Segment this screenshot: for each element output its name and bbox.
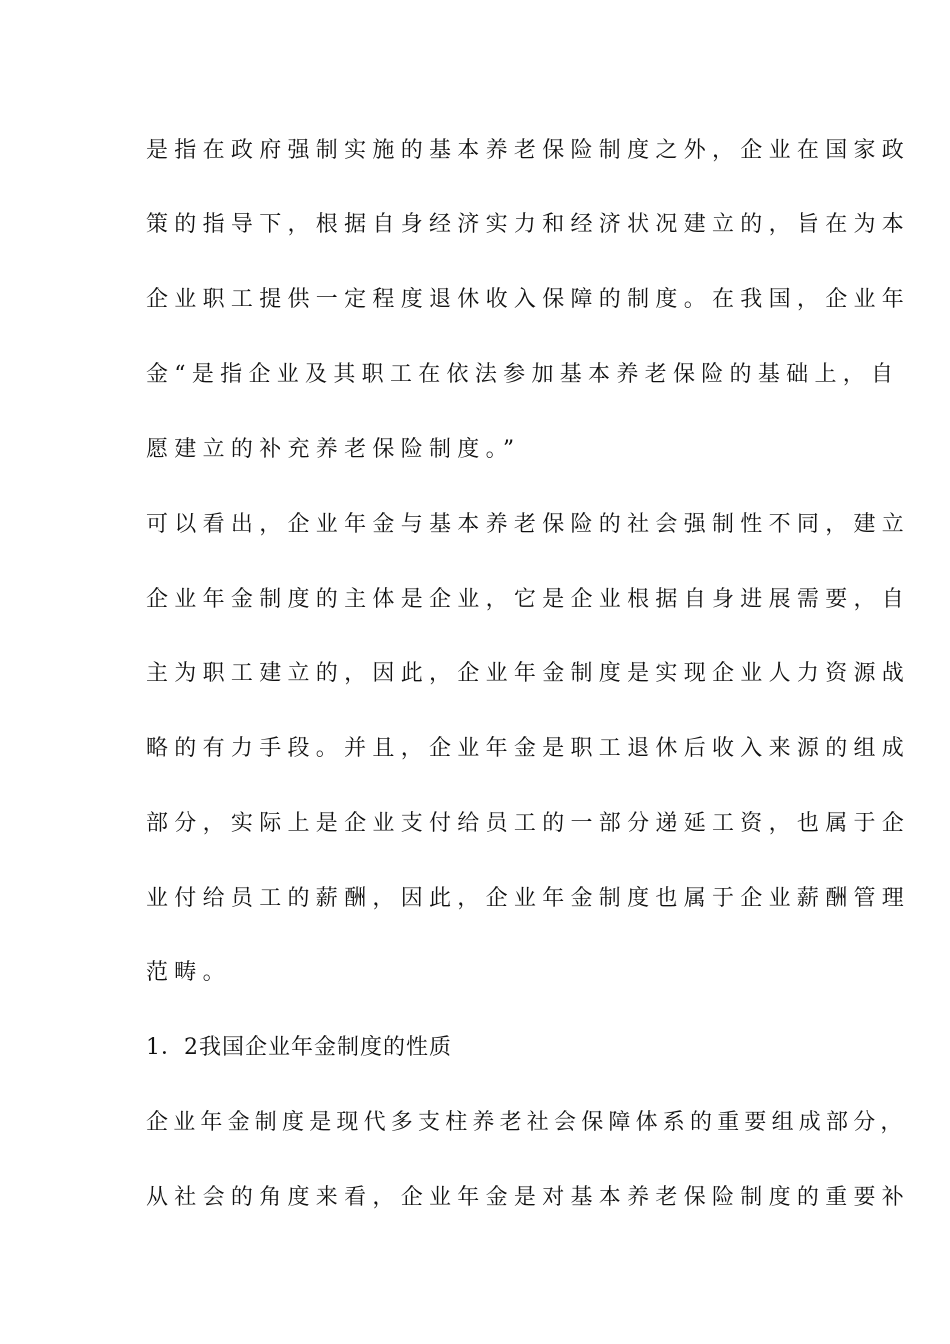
text-line: 策的指导下，根据自身经济实力和经济状况建立的，旨在为本	[146, 212, 911, 237]
text-line: 业付给员工的薪酬，因此，企业年金制度也属于企业薪酬管理	[146, 886, 911, 911]
text-line: 可以看出，企业年金与基本养老保险的社会强制性不同，建立	[146, 512, 911, 537]
text-line: 主为职工建立的，因此，企业年金制度是实现企业人力资源战	[146, 661, 911, 686]
text-line: 企业职工提供一定程度退休收入保障的制度。在我国，企业年	[146, 287, 911, 312]
text-line: 部分，实际上是企业支付给员工的一部分递延工资，也属于企	[146, 811, 911, 836]
text-line: 从社会的角度来看，企业年金是对基本养老保险制度的重要补	[146, 1185, 911, 1210]
text-line: 金“是指企业及其职工在依法参加基本养老保险的基础上，自	[146, 362, 900, 387]
section-heading: 1．2我国企业年金制度的性质	[146, 1035, 452, 1060]
text-line: 略的有力手段。并且，企业年金是职工退休后收入来源的组成	[146, 736, 911, 761]
text-line: 企业年金制度是现代多支柱养老社会保障体系的重要组成部分，	[146, 1110, 908, 1135]
text-line: 范畴。	[146, 960, 231, 985]
text-line: 愿建立的补充养老保险制度。”	[146, 437, 521, 462]
text-line: 是指在政府强制实施的基本养老保险制度之外，企业在国家政	[146, 138, 911, 163]
text-line: 企业年金制度的主体是企业，它是企业根据自身进展需要，自	[146, 587, 911, 612]
